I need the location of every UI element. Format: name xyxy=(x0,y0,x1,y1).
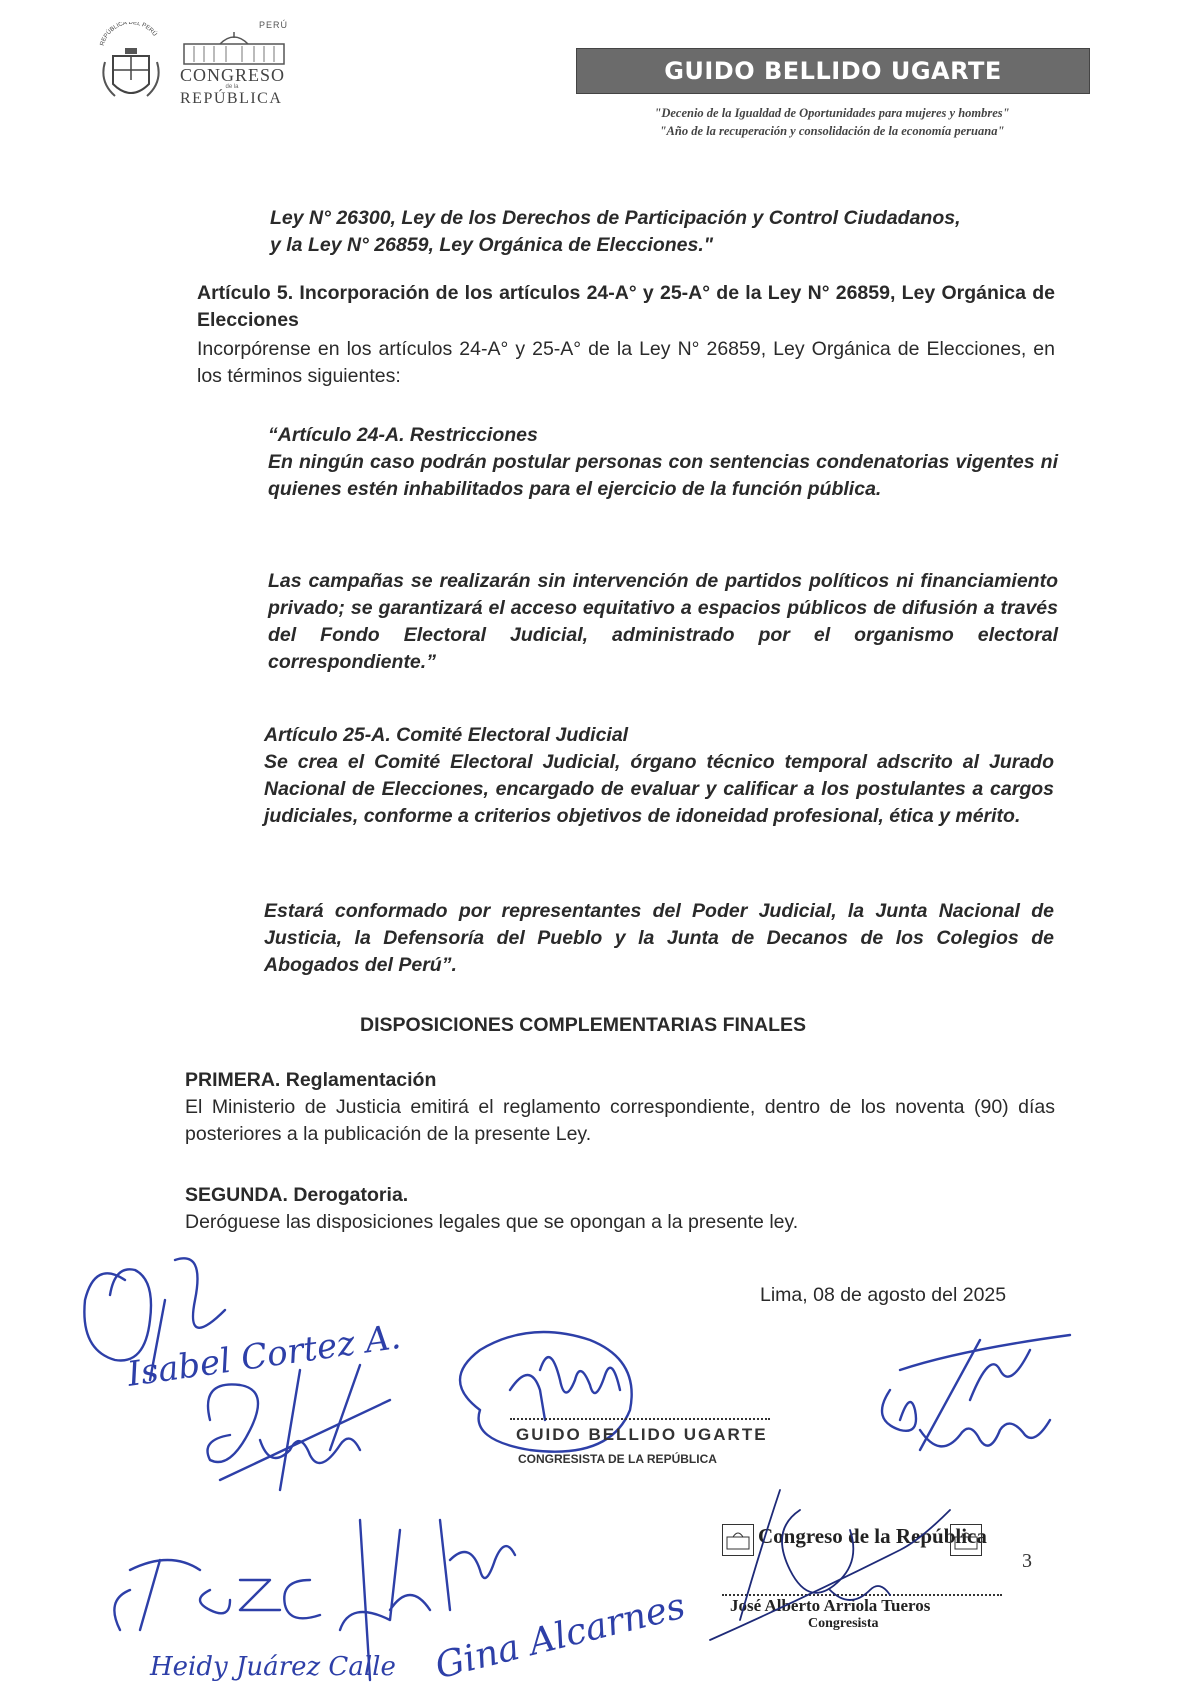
motto-line-1: "Decenio de la Igualdad de Oportunidades para mujeres y hombres" xyxy=(654,106,1010,120)
congreso-logo xyxy=(180,20,290,107)
article-25a-paragraph-2: Estará conformado por representantes del Poder Judicial, la Junta Nacional de Justicia, la Defensoría del Pueblo y la Junta de Decanos de los Colegios de Abogados del Perú”. xyxy=(264,900,1054,976)
article-24a-paragraph-2: Las campañas se realizarán sin intervención de partidos políticos ni financiamiento privado; se garantizará el acceso equitativo a espacios públicos de difusión a través del Fondo Electoral Judicial, administrado por el organismo electoral correspondiente.” xyxy=(268,570,1058,673)
motto-line-2: "Año de la recuperación y consolidación de la economía peruana" xyxy=(659,124,1005,138)
signature-guido-bellido xyxy=(440,1320,700,1470)
article-25a-paragraph-1: Se crea el Comité Electoral Judicial, órgano técnico temporal adscrito al Jurado Nacional de Elecciones, encargado de evaluar y calificar a los postulantes a cargos judiciales, conforme a criterios objetivos de idoneidad profesional, ética y mérito. xyxy=(264,751,1054,827)
article-5-text: Incorpórense en los artículos 24-A° y 25-A° de la Ley N° 26859, Ley Orgánica de Elecciones, en los términos siguientes: xyxy=(197,338,1055,387)
handwritten-name-gina: Gina Alcarnes xyxy=(431,1585,690,1688)
national-seal xyxy=(95,22,167,110)
logo-peru-label: PERÚ xyxy=(258,20,288,30)
article-5-title: Artículo 5. Incorporación de los artículos 24-A° y 25-A° de la Ley N° 26859, Ley Orgánica de Elecciones xyxy=(197,282,1055,331)
stamp-institution: Congreso de la República xyxy=(758,1524,987,1548)
svg-text:REPÚBLICA DEL PERÚ: REPÚBLICA DEL PERÚ xyxy=(99,22,158,47)
second-provision-title: SEGUNDA. Derogatoria. xyxy=(185,1184,409,1206)
logo-congreso-label: CONGRESO xyxy=(180,65,286,85)
signature-gina xyxy=(420,1570,690,1688)
article-24a-paragraph-1: En ningún caso podrán postular personas con sentencias condenatorias vigentes ni quienes estén inhabilitados para el ejercicio de la función pública. xyxy=(268,451,1058,500)
place-and-date: Lima, 08 de agosto del 2025 xyxy=(760,1284,1007,1306)
second-provision-text: Deróguese las disposiciones legales que se opongan a la presente ley. xyxy=(185,1211,799,1233)
article-24a-title: “Artículo 24-A. Restricciones xyxy=(268,424,538,446)
signature-arriola xyxy=(700,1470,960,1660)
congressman-name-banner: GUIDO BELLIDO UGARTE xyxy=(576,48,1090,94)
stamp-title: Congresista xyxy=(808,1616,879,1631)
signature-heidy-juarez xyxy=(90,1540,396,1690)
page-number: 3 xyxy=(1022,1550,1032,1572)
intro-line-1: Ley N° 26300, Ley de los Derechos de Participación y Control Ciudadanos, xyxy=(270,207,961,229)
logo-de-la-label: de la xyxy=(225,84,239,90)
article-25a-title: Artículo 25-A. Comité Electoral Judicial xyxy=(264,724,629,746)
congress-building-icon xyxy=(180,30,288,66)
logo-republica-label: REPÚBLICA xyxy=(180,90,283,107)
handwritten-name-heidy: Heidy Juárez Calle xyxy=(150,1652,396,1682)
signer-name: GUIDO BELLIDO UGARTE xyxy=(516,1425,768,1444)
signer-title: CONGRESISTA DE LA REPÚBLICA xyxy=(518,1452,717,1466)
signature-line xyxy=(510,1418,770,1420)
stamp-name: José Alberto Arriola Tueros xyxy=(730,1596,931,1615)
intro-line-2: y la Ley N° 26859, Ley Orgánica de Elecciones." xyxy=(270,234,714,256)
first-provision-title: PRIMERA. Reglamentación xyxy=(185,1069,437,1091)
first-provision-text: El Ministerio de Justicia emitirá el reglamento correspondiente, dentro de los noventa (90) días posteriores a la publicación de la presente Ley. xyxy=(185,1096,1055,1145)
final-provisions-heading: DISPOSICIONES COMPLEMENTARIAS FINALES xyxy=(360,1014,807,1036)
signature-left-middle xyxy=(190,1360,410,1500)
handwritten-name-isabel: Isabel Cortez A. xyxy=(124,1316,404,1395)
signature-right-top xyxy=(860,1330,1090,1480)
